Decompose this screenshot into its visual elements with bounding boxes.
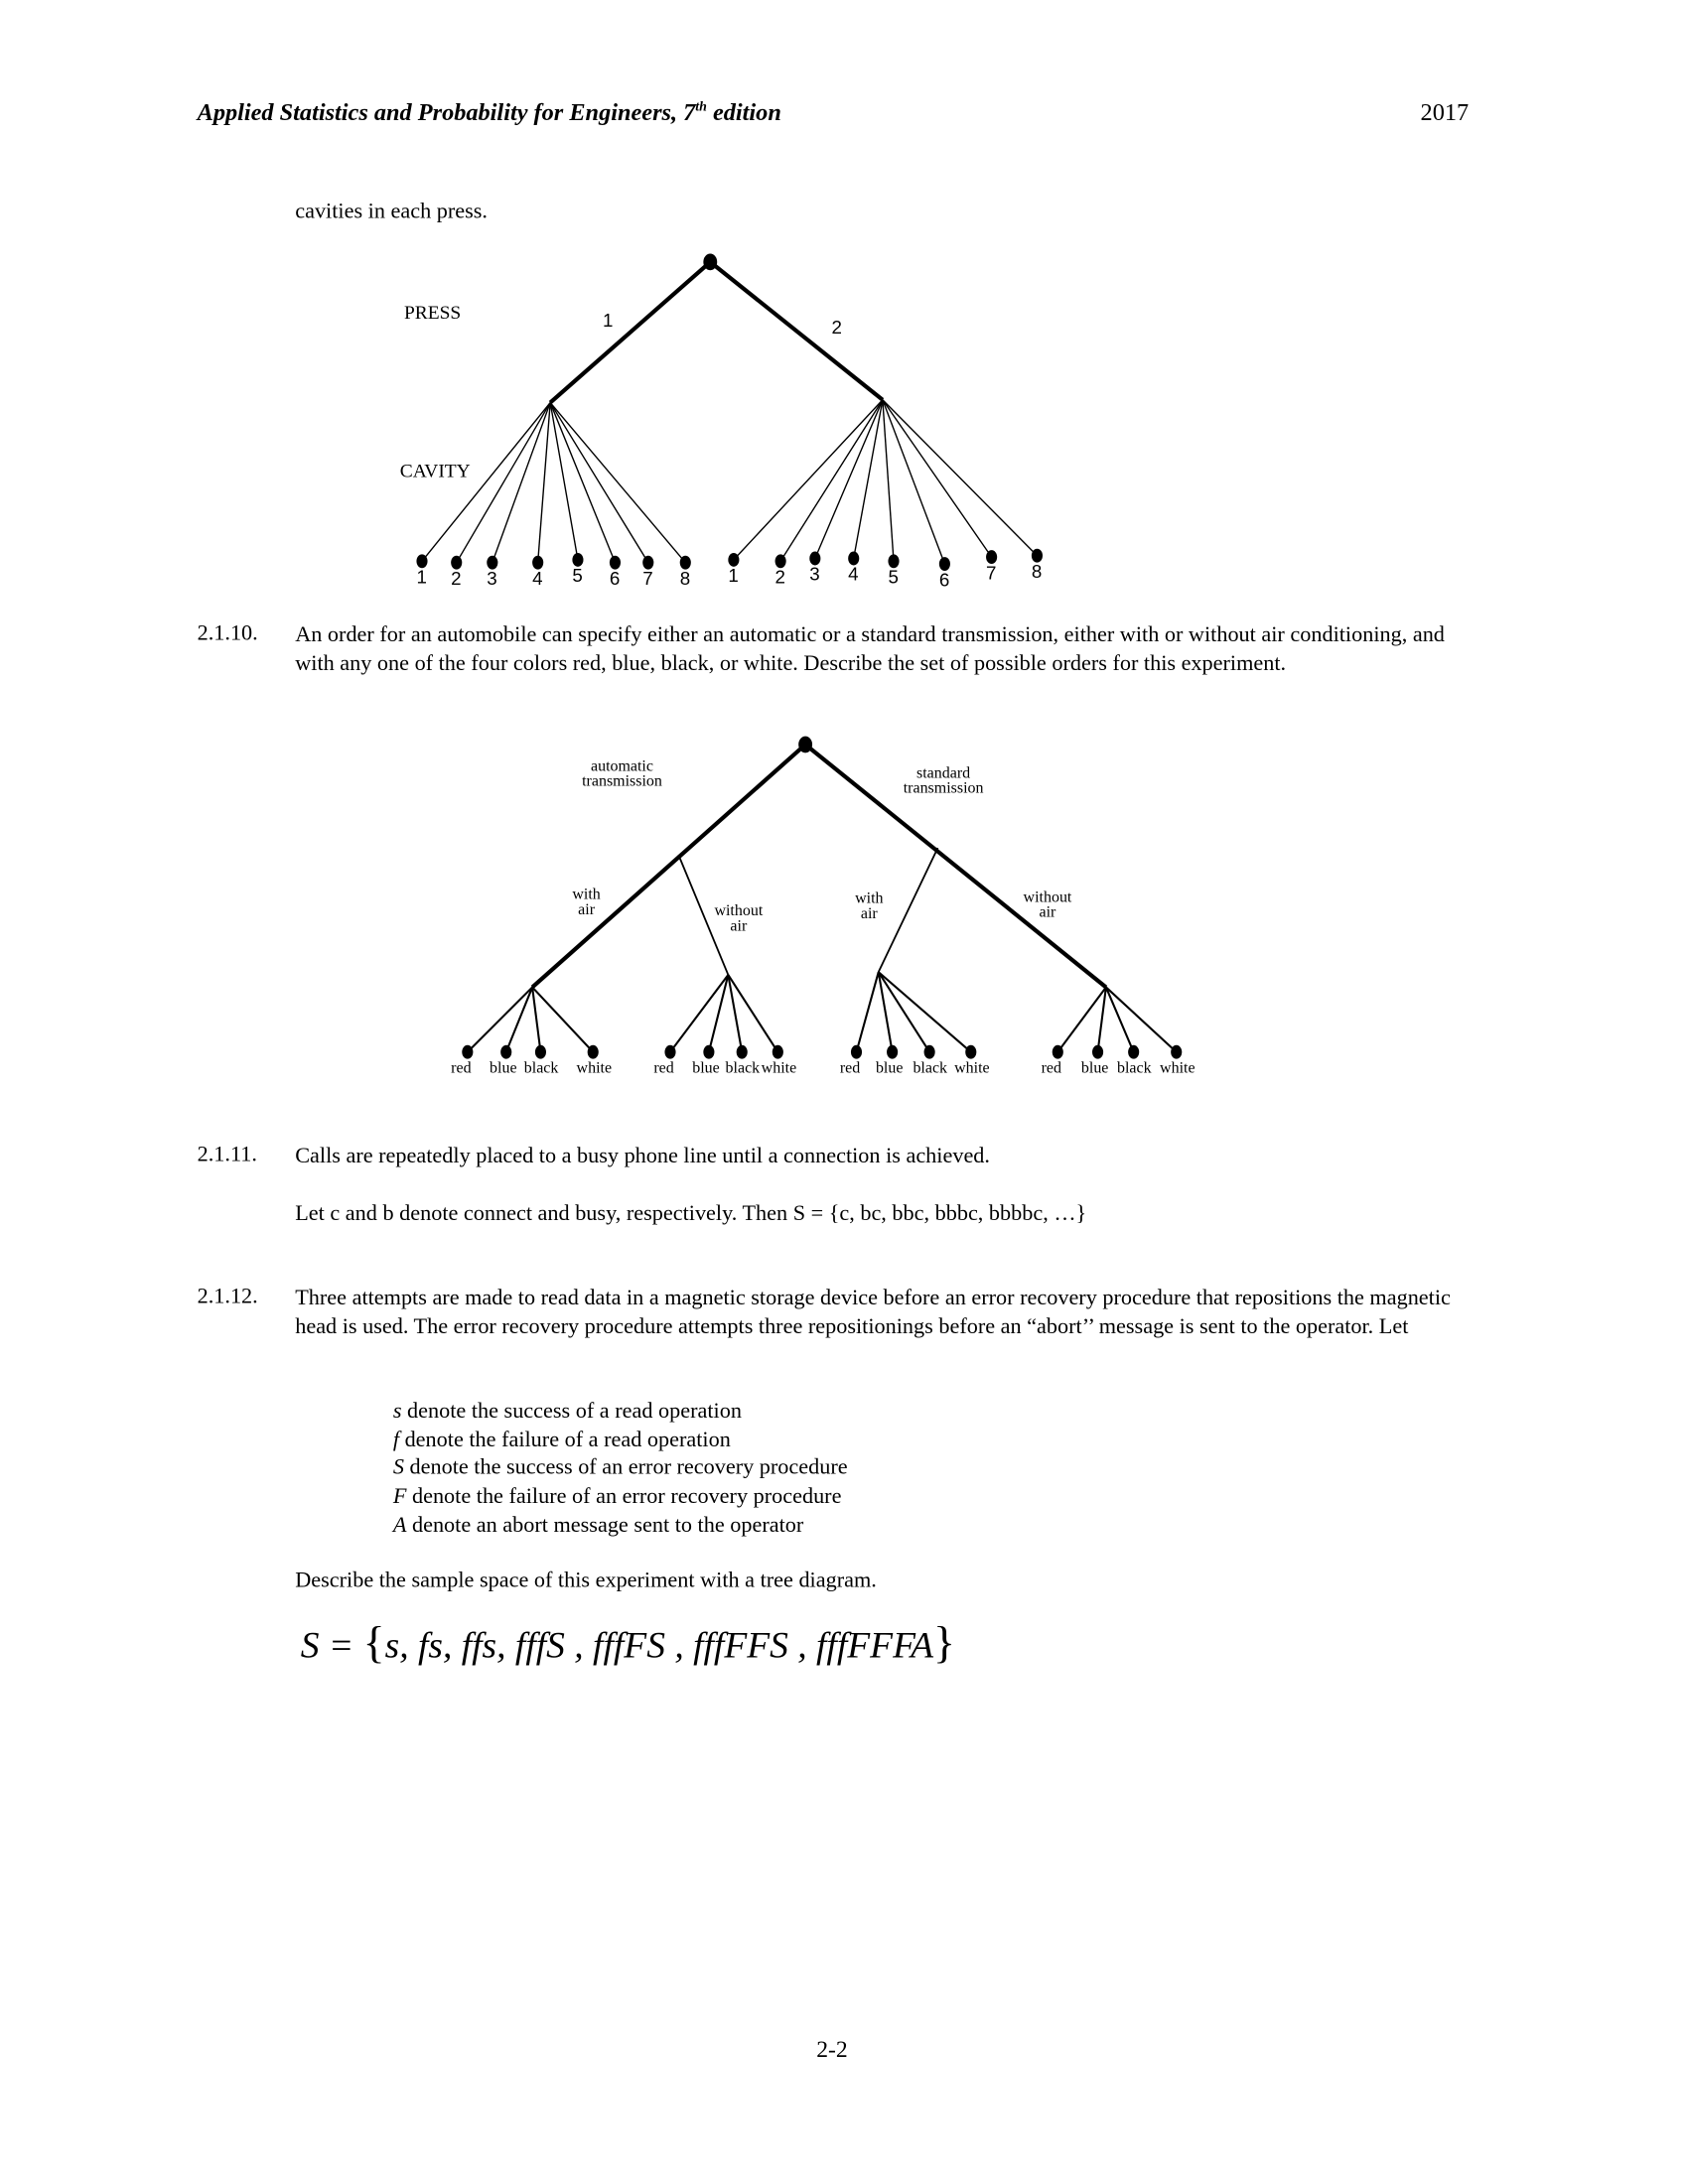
color-label: blue <box>490 1060 517 1077</box>
color-label: red <box>653 1060 674 1077</box>
color-label: red <box>1041 1060 1062 1077</box>
problem-text: Three attempts are made to read data in a magnetic storage device before an error recovery procedure that repositions the magnetic head is used. The error recovery procedure attempts three repositionings before an “abort’’ message is sent to the operator. Let <box>295 1286 1451 1338</box>
leaf-node <box>588 1045 599 1059</box>
automatic-transmission-label: automatic transmission <box>582 757 662 790</box>
cavity-number-label: 7 <box>986 562 997 584</box>
standard-transmission-label: standard transmission <box>903 764 984 797</box>
cavity-number-label: 1 <box>728 565 739 587</box>
leaf-node <box>887 1045 898 1059</box>
intro-text: cavities in each press. <box>295 200 488 224</box>
definition-list <box>393 1398 848 1541</box>
color-label: blue <box>692 1060 720 1077</box>
running-header-title: Applied Statistics and Probability for Engineers, 7th edition <box>197 97 781 126</box>
with-air-branch <box>879 848 938 972</box>
leaf-node <box>703 1045 714 1059</box>
leaf-node <box>965 1045 976 1059</box>
leaf-node <box>1171 1045 1182 1059</box>
sample-space-formula: S = {s, fs, ffs, fffS , fffFS , fffFFS , fffFFFA} <box>300 1618 956 1669</box>
color-label: red <box>839 1060 861 1077</box>
cavity-number-label: 4 <box>848 564 859 585</box>
problem-text: Calls are repeatedly placed to a busy phone line until a connection is achieved. <box>295 1144 990 1168</box>
cavity-number-label: 7 <box>642 568 653 590</box>
definition-item: A denote an abort message sent to the operator <box>392 1513 804 1538</box>
color-branch <box>468 987 532 1051</box>
leaf-node <box>1092 1045 1103 1059</box>
color-branch <box>532 987 540 1051</box>
color-label: white <box>576 1060 613 1077</box>
cavity-branch <box>538 403 551 563</box>
root-node <box>703 254 717 271</box>
with-air-label: with air <box>572 887 601 919</box>
leaf-node <box>851 1045 862 1059</box>
cavity-branch <box>550 403 615 563</box>
problem-text: An order for an automobile can specify either an automatic or a standard transmission, either with or without air conditioning, and with any one of the four colors red, blue, black, or white. Describe the set of possible orders for this experiment. <box>295 622 1445 675</box>
definition-item: F denote the failure of an error recovery procedure <box>392 1484 842 1509</box>
cavity-branch <box>550 403 685 563</box>
color-label: black <box>725 1060 761 1077</box>
press-2-branch <box>710 262 883 400</box>
cavity-number-label: 8 <box>1031 561 1043 583</box>
color-branch <box>857 972 879 1052</box>
without-air-label: without air <box>714 902 764 935</box>
cavity-number-label: 2 <box>451 568 462 590</box>
color-label: blue <box>1080 1060 1109 1077</box>
cavity-label: CAVITY <box>399 462 471 483</box>
color-label: white <box>761 1060 797 1077</box>
leaf-node <box>664 1045 675 1059</box>
definition-item: S denote the success of an error recovery procedure <box>392 1456 848 1480</box>
cavity-number-label: 5 <box>572 565 583 587</box>
cavity-branch <box>457 403 550 563</box>
press-2-label: 2 <box>831 317 842 339</box>
color-label: black <box>523 1060 559 1077</box>
cavity-number-label: 3 <box>809 564 820 585</box>
color-branch <box>1106 987 1177 1051</box>
color-label: white <box>954 1060 990 1077</box>
color-label: red <box>451 1060 472 1077</box>
root-node <box>798 737 812 753</box>
problem-question: Describe the sample space of this experiment with a tree diagram. <box>295 1569 877 1593</box>
cavity-number-label: 3 <box>487 568 497 590</box>
color-branch <box>532 987 593 1051</box>
cavity-number-label: 8 <box>679 568 691 590</box>
cavity-branch <box>883 400 992 557</box>
with-air-label: with air <box>855 890 884 923</box>
color-label: black <box>1117 1060 1152 1077</box>
leaf-node <box>462 1045 473 1059</box>
problem-number: 2.1.10. <box>197 621 258 646</box>
running-header-year: 2017 <box>1420 97 1470 126</box>
cavity-branch <box>883 400 1038 556</box>
definition-item: s denote the success of a read operation <box>392 1399 742 1424</box>
cavity-number-label: 5 <box>888 566 899 588</box>
leaf-node <box>535 1045 546 1059</box>
cavity-number-label: 6 <box>938 569 950 591</box>
cavity-branch <box>734 400 883 560</box>
automatic-branch <box>532 745 805 987</box>
leaf-node <box>924 1045 935 1059</box>
press-1-branch <box>550 262 710 403</box>
leaf-node <box>1128 1045 1139 1059</box>
leaf-node <box>773 1045 783 1059</box>
leaf-node <box>1053 1045 1063 1059</box>
color-label: black <box>913 1060 948 1077</box>
cavity-number-label: 2 <box>774 566 785 588</box>
press-label: PRESS <box>403 303 462 325</box>
cavity-branch <box>492 403 550 563</box>
cavity-number-label: 6 <box>609 568 621 590</box>
color-label: blue <box>875 1060 904 1077</box>
problem-answer: Let c and b denote connect and busy, respectively. Then S = {c, bc, bbc, bbbc, bbbbc, …} <box>295 1202 1087 1226</box>
color-branch <box>879 972 971 1052</box>
leaf-node <box>500 1045 511 1059</box>
color-branch <box>1106 987 1134 1051</box>
problem-number: 2.1.12. <box>197 1285 258 1309</box>
problem-number: 2.1.11. <box>197 1143 257 1167</box>
color-branch <box>506 987 532 1051</box>
color-label: white <box>1160 1060 1196 1077</box>
cavity-branch <box>815 400 883 559</box>
press-1-label: 1 <box>602 310 614 332</box>
cavity-number-label: 1 <box>416 566 427 588</box>
cavity-number-label: 4 <box>532 568 543 590</box>
without-air-label: without air <box>1023 888 1072 921</box>
page-number: 2-2 <box>816 2036 848 2063</box>
definition-item: f denote the failure of a read operation <box>392 1428 731 1452</box>
leaf-node <box>737 1045 748 1059</box>
